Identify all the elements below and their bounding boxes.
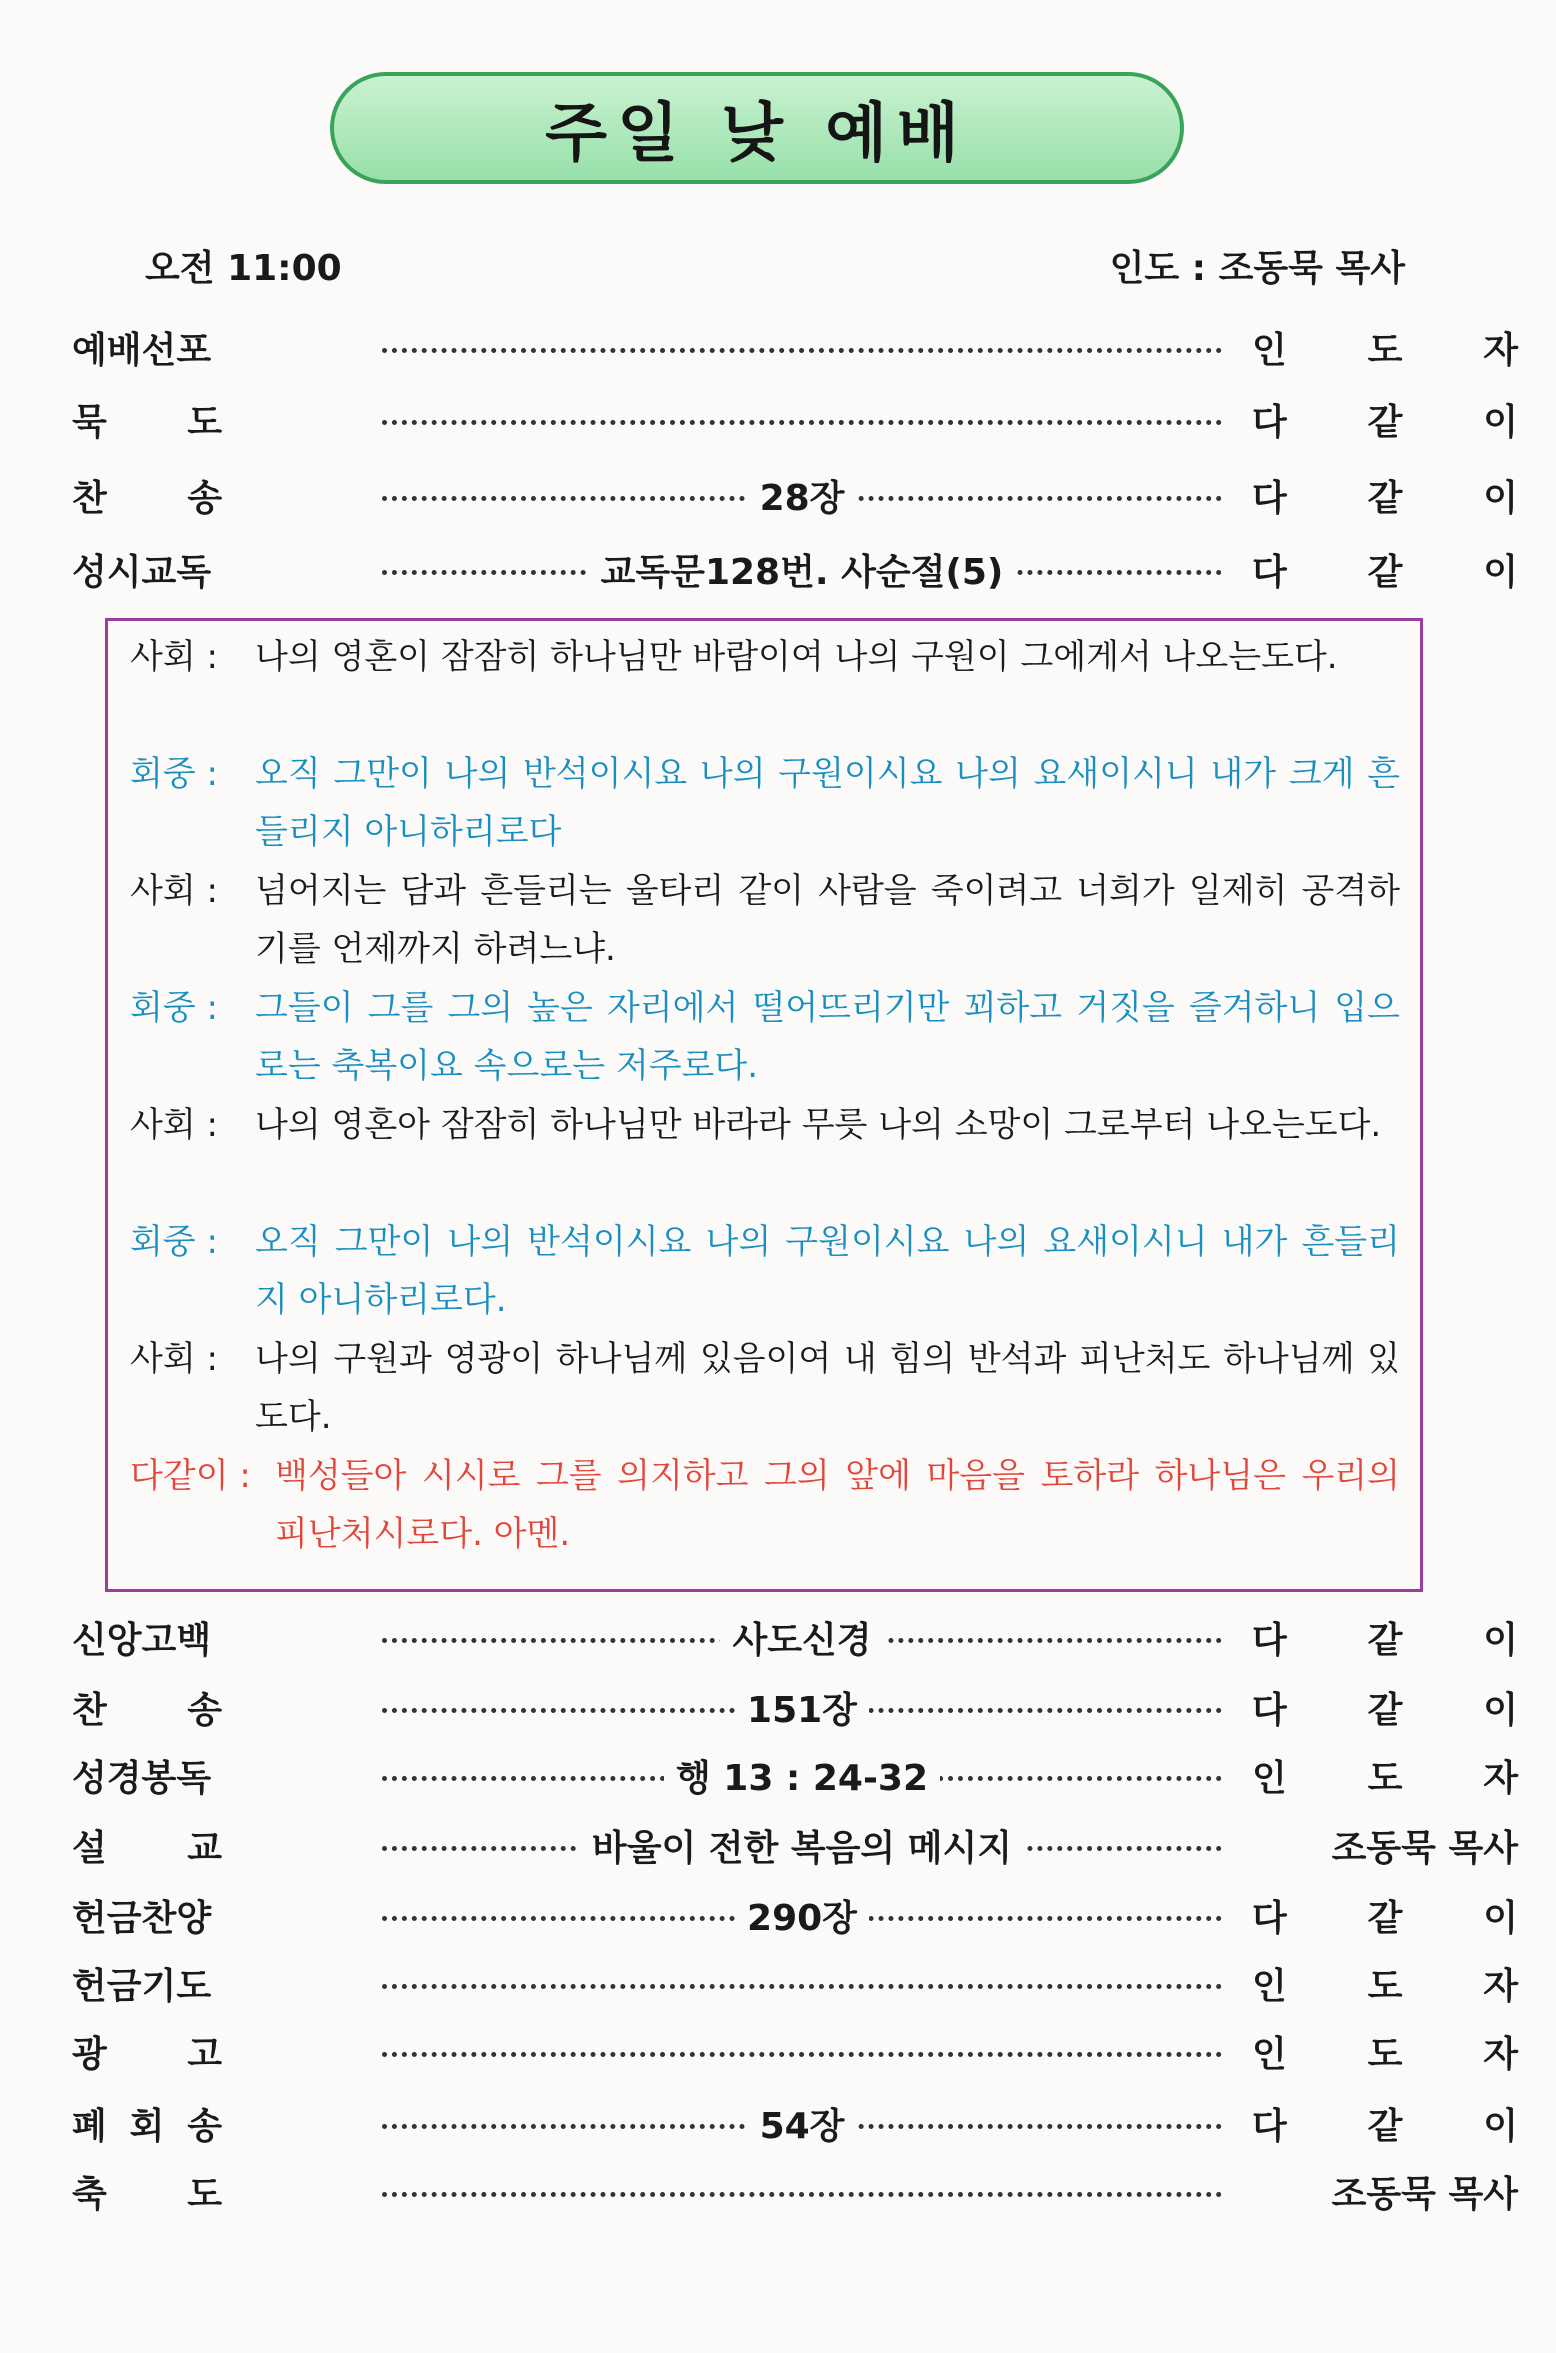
order-item	[72, 2026, 1518, 2082]
order-detail: 151장	[735, 1690, 869, 1731]
service-time: 오전 11:00	[145, 248, 342, 289]
order-performer: 다 같 이	[1252, 1620, 1518, 1661]
order-item	[72, 322, 1518, 378]
service-header	[145, 240, 1405, 296]
order-item	[72, 1890, 1518, 1946]
order-label: 설 교	[72, 1828, 222, 1869]
order-performer: 인 도 자	[1252, 330, 1518, 371]
order-item	[72, 470, 1518, 526]
reading-text: 나의 영혼아 잠잠히 하나님만 바라라 무릇 나의 소망이 그로부터 나오는도다.	[255, 1105, 1382, 1145]
reading-text: 그들이 그를 그의 높은 자리에서 떨어뜨리기만 꾀하고 거짓을 즐겨하니 입으로는 축복이요 속으로는 저주로다.	[255, 988, 1400, 1086]
reading-line	[130, 1447, 1400, 1563]
reading-line	[130, 628, 1400, 744]
order-detail: 교독문128번. 사순절(5)	[589, 552, 1016, 593]
order-label: 묵 도	[72, 402, 222, 443]
reading-speaker: 회중 :	[130, 754, 218, 794]
title-banner	[330, 72, 1184, 184]
order-item	[72, 1958, 1518, 2014]
dot-leader	[382, 348, 1222, 353]
reading-speaker: 사회 :	[130, 871, 218, 911]
order-detail: 바울이 전한 복음의 메시지	[580, 1828, 1024, 1869]
dot-leader	[382, 2052, 1222, 2057]
order-label: 헌금찬양	[72, 1898, 212, 1939]
order-label: 폐 회 송	[72, 2106, 222, 2147]
order-item	[72, 1820, 1518, 1876]
reading-line	[130, 1213, 1400, 1329]
reading-text: 나의 구원과 영광이 하나님께 있음이여 내 힘의 반석과 피난처도 하나님께 있도다.	[255, 1339, 1400, 1437]
order-label: 헌금기도	[72, 1966, 212, 2007]
reading-text: 오직 그만이 나의 반석이시요 나의 구원이시요 나의 요새이시니 내가 크게 흔들리지 아니하리로다	[255, 754, 1400, 852]
order-detail: 54장	[748, 2106, 857, 2147]
dot-leader	[382, 2192, 1222, 2197]
reading-speaker: 사회 :	[130, 1339, 218, 1379]
order-item	[72, 1612, 1518, 1668]
reading-line	[130, 1096, 1400, 1212]
order-label: 찬 송	[72, 1690, 222, 1731]
reading-speaker: 다같이 :	[130, 1456, 251, 1496]
reading-speaker: 사회 :	[130, 1105, 218, 1145]
order-performer: 다 같 이	[1252, 2106, 1518, 2147]
reading-line	[130, 1330, 1400, 1446]
order-performer: 다 같 이	[1252, 1690, 1518, 1731]
order-performer: 인 도 자	[1252, 1758, 1518, 1799]
order-detail: 사도신경	[720, 1620, 883, 1661]
order-performer: 다 같 이	[1252, 1898, 1518, 1939]
dot-leader	[382, 420, 1222, 425]
order-item	[72, 1682, 1518, 1738]
order-performer: 다 같 이	[1252, 552, 1518, 593]
order-label: 신앙고백	[72, 1620, 212, 1661]
order-performer: 다 같 이	[1252, 402, 1518, 443]
reading-text: 오직 그만이 나의 반석이시요 나의 구원이시요 나의 요새이시니 내가 흔들리지 아니하리로다.	[255, 1222, 1400, 1320]
order-label: 축 도	[72, 2174, 222, 2215]
order-performer: 다 같 이	[1252, 478, 1518, 519]
reading-line	[130, 862, 1400, 978]
reading-text: 넘어지는 담과 흔들리는 울타리 같이 사람을 죽이려고 너희가 일제히 공격하기를 언제까지 하려느냐.	[255, 871, 1400, 969]
page-title: 주일 낮 예배	[545, 97, 969, 171]
service-leader: 인도 : 조동묵 목사	[1109, 248, 1405, 289]
dot-leader	[382, 1984, 1222, 1989]
reading-line	[130, 979, 1400, 1095]
order-item	[72, 394, 1518, 450]
order-item	[72, 1750, 1518, 1806]
order-performer: 조동묵 목사	[1331, 1828, 1518, 1869]
order-detail: 행 13 : 24-32	[664, 1758, 940, 1799]
order-label: 예배선포	[72, 330, 212, 371]
order-label: 성시교독	[72, 552, 212, 593]
reading-speaker: 회중 :	[130, 1222, 218, 1262]
order-item	[72, 544, 1518, 600]
reading-speaker: 회중 :	[130, 988, 218, 1028]
order-item	[72, 2166, 1518, 2222]
order-label: 성경봉독	[72, 1758, 212, 1799]
order-item	[72, 2098, 1518, 2154]
order-detail: 28장	[748, 478, 857, 519]
order-detail: 290장	[735, 1898, 869, 1939]
order-label: 광 고	[72, 2034, 222, 2075]
reading-text: 백성들아 시시로 그를 의지하고 그의 앞에 마음을 토하라 하나님은 우리의 피난처시로다. 아멘.	[275, 1456, 1400, 1554]
reading-speaker: 사회 :	[130, 637, 218, 677]
order-performer: 인 도 자	[1252, 2034, 1518, 2075]
order-performer: 조동묵 목사	[1331, 2174, 1518, 2215]
order-label: 찬 송	[72, 478, 222, 519]
order-performer: 인 도 자	[1252, 1966, 1518, 2007]
reading-text: 나의 영혼이 잠잠히 하나님만 바람이여 나의 구원이 그에게서 나오는도다.	[255, 637, 1338, 677]
reading-line	[130, 745, 1400, 861]
